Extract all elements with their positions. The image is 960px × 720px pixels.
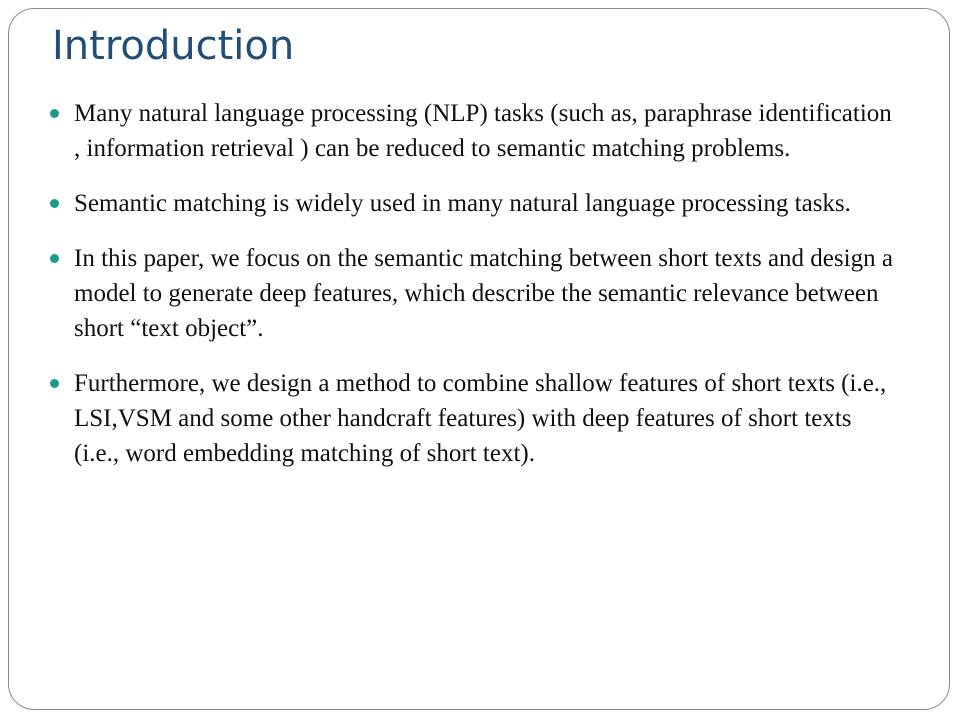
bullet-dot-icon — [50, 254, 59, 263]
slide-title: Introduction — [52, 23, 295, 69]
bullet-list — [48, 96, 898, 491]
bullet-text: Semantic matching is widely used in many natural language processing tasks. — [74, 190, 851, 217]
bullet-text: In this paper, we focus on the semantic matching between short texts and design a model to generate deep features, which describe the semantic relevance between short “text object”. — [74, 245, 893, 342]
bullet-dot-icon — [50, 379, 59, 388]
bullet-item — [48, 366, 898, 471]
bullet-dot-icon — [50, 109, 59, 118]
bullet-item — [48, 96, 898, 166]
bullet-text: Many natural language processing (NLP) tasks (such as, paraphrase identification , information retrieval ) can be reduced to semantic matching problems. — [74, 100, 892, 162]
bullet-item — [48, 186, 898, 221]
bullet-item — [48, 241, 898, 346]
bullet-dot-icon — [50, 199, 59, 208]
bullet-text: Furthermore, we design a method to combine shallow features of short texts (i.e., LSI,VSM and some other handcraft features) with deep features of short texts (i.e., word embedding matching of short text). — [74, 370, 887, 467]
